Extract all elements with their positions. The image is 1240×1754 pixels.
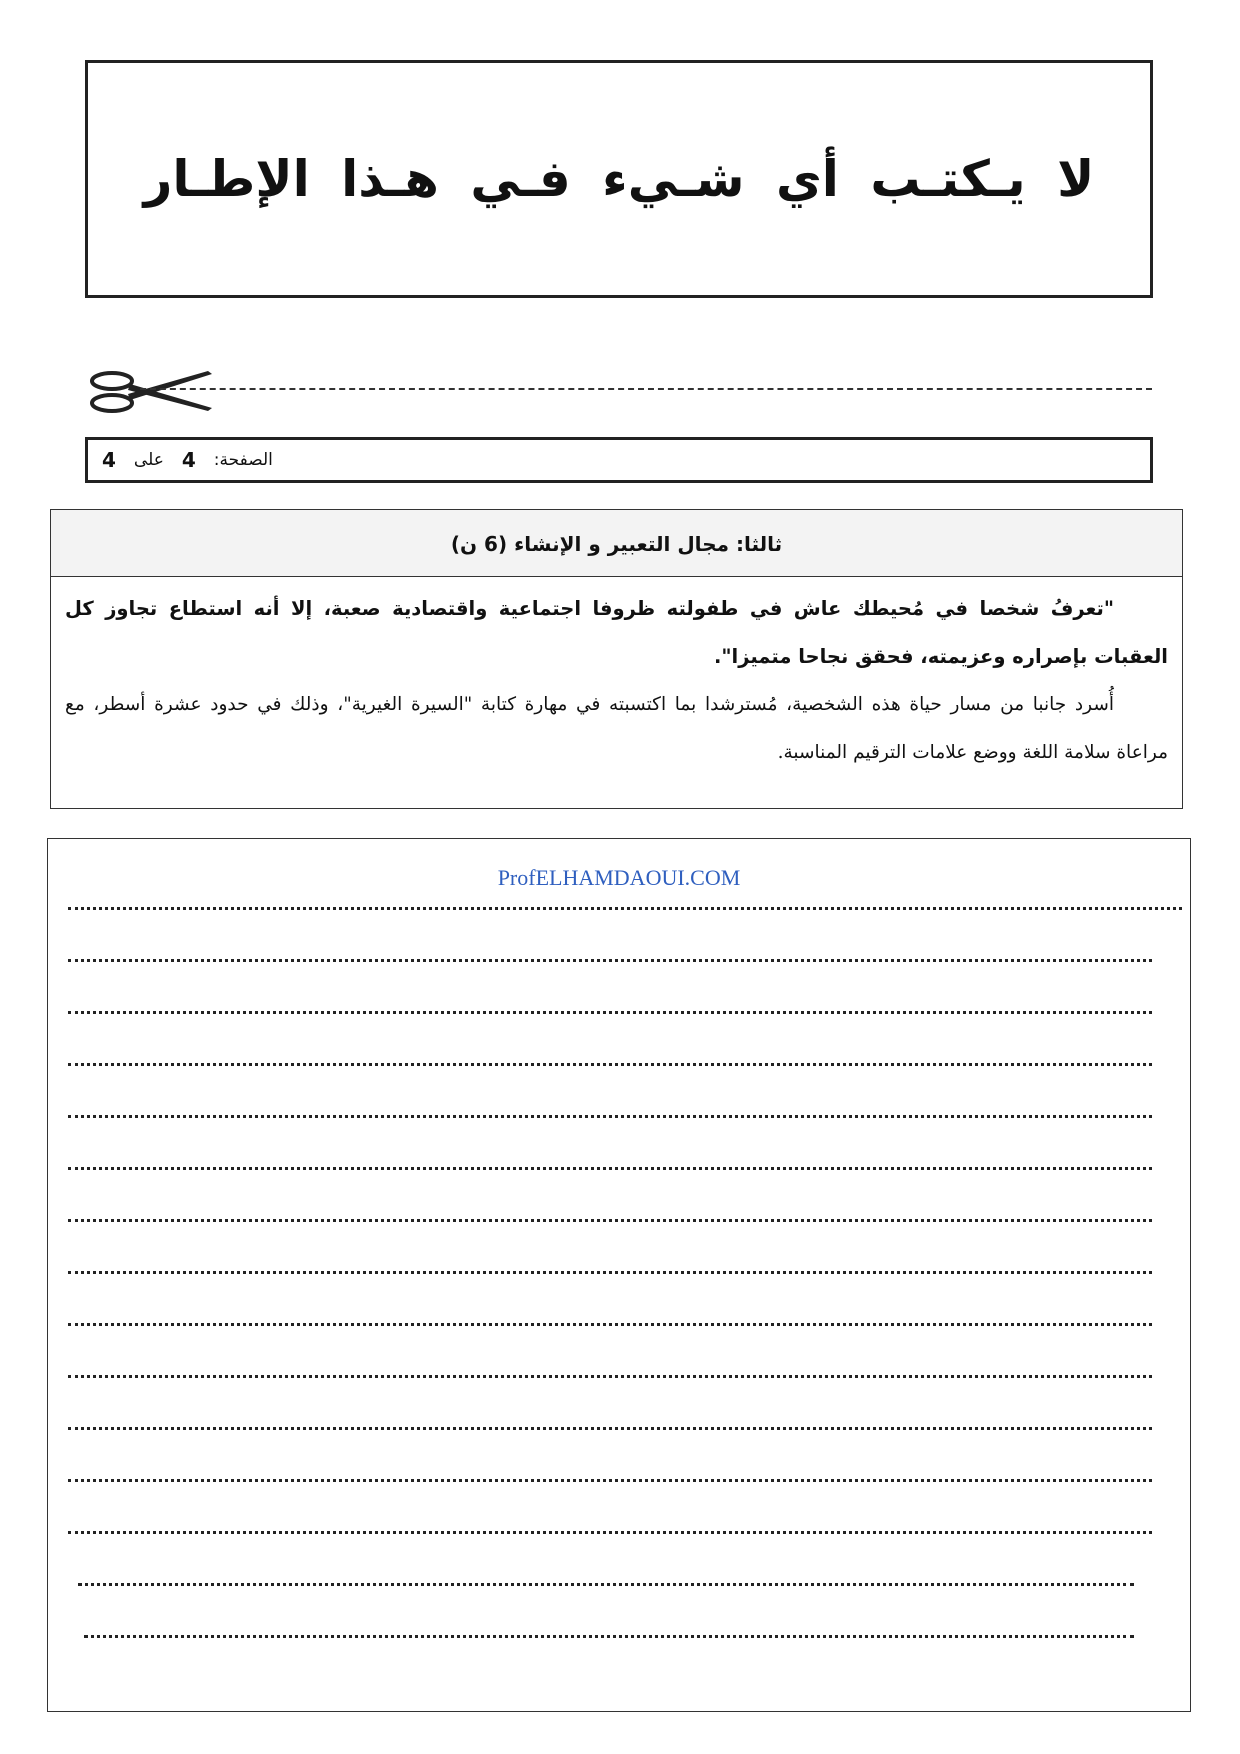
no-write-frame xyxy=(85,60,1153,298)
page-total: 4 xyxy=(102,448,116,472)
answer-line[interactable] xyxy=(68,1427,1152,1430)
instruction-text: أُسرد جانبا من مسار حياة هذه الشخصية، مُسترشدا بما اكتسبته في مهارة كتابة "السيرة الغيرية"، وذلك في حدود عشرة أسطر، مع مراعاة سلامة اللغة ووضع علامات الترقيم المناسبة. xyxy=(65,694,1168,763)
answer-line[interactable] xyxy=(68,1271,1152,1274)
answer-area[interactable] xyxy=(47,838,1191,1712)
answer-line[interactable] xyxy=(78,1583,1134,1586)
page-label: الصفحة: xyxy=(213,450,273,470)
task-box xyxy=(50,509,1183,809)
section-title: ثالثا: مجال التعبير و الإنشاء (6 ن) xyxy=(51,510,1182,577)
writing-prompt xyxy=(65,585,1168,681)
page-current: 4 xyxy=(181,448,196,472)
answer-line[interactable] xyxy=(68,1375,1152,1378)
answer-line[interactable] xyxy=(68,1219,1152,1222)
answer-line[interactable] xyxy=(68,1531,1152,1534)
scissors-icon xyxy=(86,368,216,416)
answer-line[interactable] xyxy=(68,1479,1152,1482)
watermark: ProfELHAMDAOUI.COM xyxy=(497,865,741,890)
prompt-text: "تعرفُ شخصا في مُحيطك عاش في طفولته ظروفا اجتماعية واقتصادية صعبة، إلا أنه استطاع تجاوز كل العقبات بإصراره وعزيمته، فحقق نجاحا متميزا". xyxy=(65,597,1168,668)
cut-line xyxy=(140,388,1152,390)
answer-line[interactable] xyxy=(68,1115,1152,1118)
answer-line[interactable] xyxy=(68,1323,1152,1326)
answer-line[interactable] xyxy=(84,1635,1134,1638)
page-of-label: على xyxy=(133,450,164,470)
answer-line[interactable] xyxy=(68,1063,1152,1066)
answer-line[interactable] xyxy=(68,959,1152,962)
answer-line[interactable] xyxy=(68,1011,1152,1014)
writing-instruction xyxy=(65,681,1168,777)
no-write-text: لا يـكتـب أي شـيء فـي هـذا الإطـار xyxy=(143,150,1095,208)
page-indicator xyxy=(85,437,1153,483)
answer-line[interactable] xyxy=(68,1167,1152,1170)
answer-line[interactable] xyxy=(68,907,1182,910)
